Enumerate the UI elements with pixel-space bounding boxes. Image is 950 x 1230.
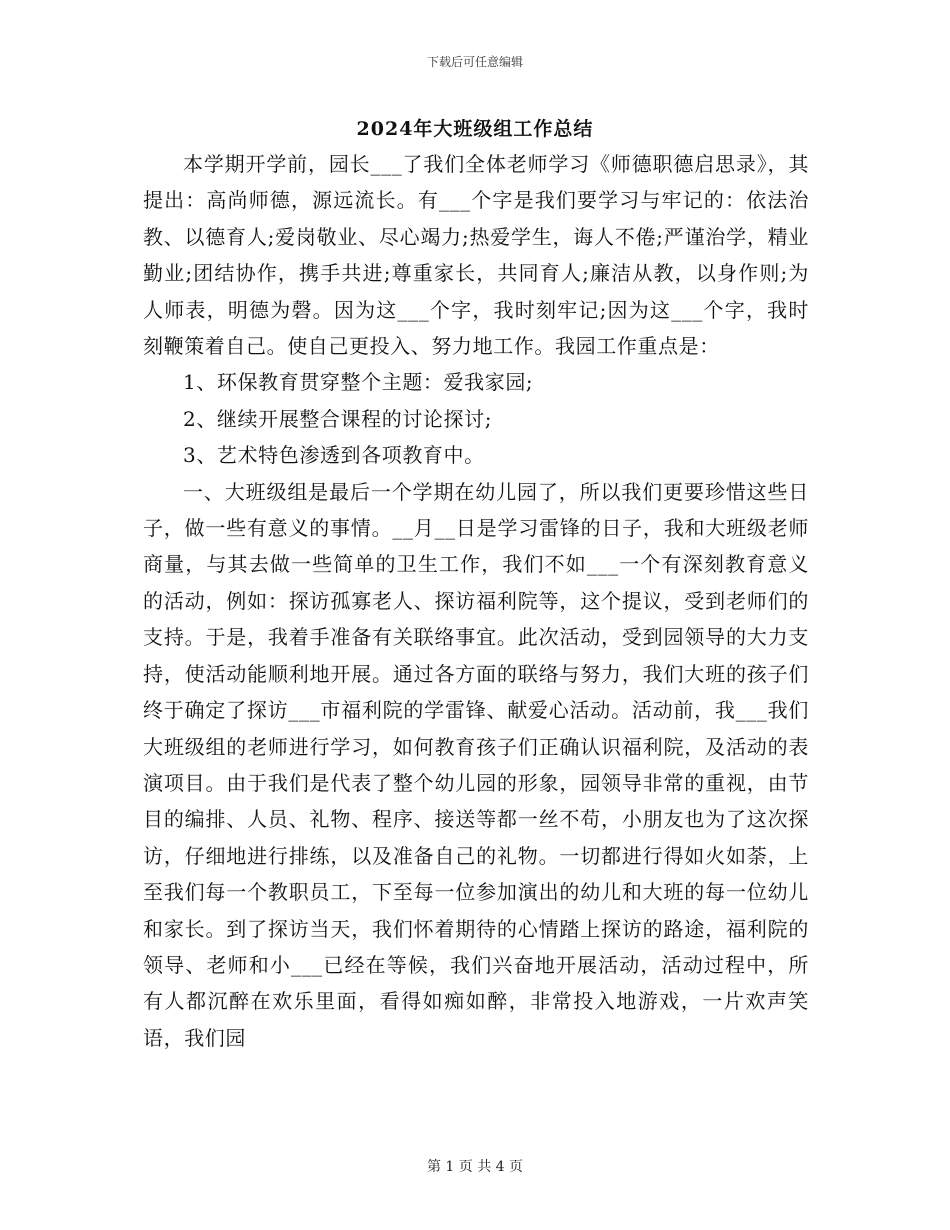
paragraph-section-1: 一、大班级组是最后一个学期在幼儿园了，所以我们更要珍惜这些日子，做一些有意义的事情。__月__日是学习雷锋的日子，我和大班级老师商量，与其去做一些简单的卫生工作，我们不如___一个有深刻教育意义的活动，例如：探访孤寡老人、探访福利院等，这个提议，受到老师们的支持。于是，我着手准备有关联络事宜。此次活动，受到园领导的大力支持，使活动能顺利地开展。通过各方面的联络与努力，我们大班的孩子们终于确定了探访___市福利院的学雷锋、献爱心活动。活动前，我___我们大班级组的老师进行学习，如何教育孩子们正确认识福利院，及活动的表演项目。由于我们是代表了整个幼儿园的形象，园领导非常的重视，由节目的编排、人员、礼物、程序、接送等都一丝不苟，小朋友也为了这次探访，仔细地进行排练，以及准备自己的礼物。一切都进行得如火如荼，上至我们每一个教职员工，下至每一位参加演出的幼儿和大班的每一位幼儿和家长。到了探访当天，我们怀着期待的心情踏上探访的路途，福利院的领导、老师和小___已经在等候，我们兴奋地开展活动，活动过程中，所有人都沉醉在欢乐里面，看得如痴如醉，非常投入地游戏，一片欢声笑语，我们园 xyxy=(143,479,809,1050)
list-item-1: 1、环保教育贯穿整个主题：爱我家园; xyxy=(183,370,534,395)
header-note: 下载后可任意编辑 xyxy=(426,55,523,69)
page-number: 第 1 页 共 4 页 xyxy=(426,1159,524,1175)
list-item-2: 2、继续开展整合课程的讨论探讨; xyxy=(183,406,493,431)
paragraph-intro: 本学期开学前，园长___了我们全体老师学习《师德职德启思录》，其提出：高尚师德，源远流长。有___个字是我们要学习与牢记的：依法治教、以德育人;爱岗敬业、尽心竭力;热爱学生，诲人不倦;严谨治学，精业勤业;团结协作，携手共进;尊重家长，共同育人;廉洁从教，以身作则;为人师表，明德为磬。因为这___个字，我时刻牢记;因为这___个字，我时刻鞭策着自己。使自己更投入、努力地工作。我园工作重点是： xyxy=(143,152,809,359)
document-body xyxy=(143,146,809,1056)
document-title: 2024年大班级组工作总结 xyxy=(356,118,594,140)
list-item-3: 3、艺术特色渗透到各项教育中。 xyxy=(183,443,485,468)
